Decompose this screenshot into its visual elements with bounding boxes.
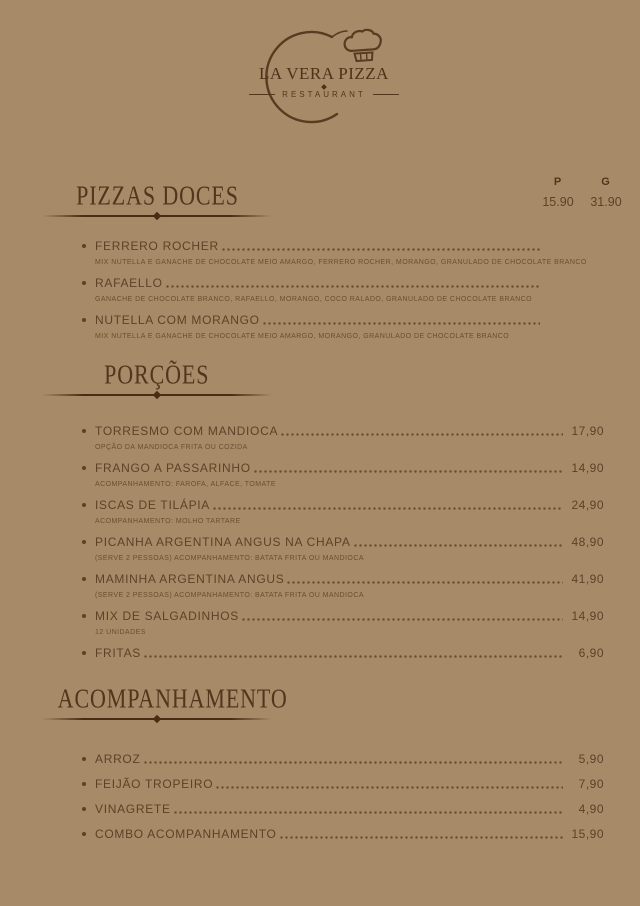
- bullet-icon: [82, 782, 86, 786]
- item-description: ACOMPANHAMENTO: FAROFA, ALFACE, TOMATE: [95, 481, 276, 488]
- divider-diamond-icon: [153, 715, 161, 723]
- bullet-icon: [82, 244, 86, 248]
- dot-leader: [174, 811, 563, 814]
- size-column-large: [582, 176, 630, 209]
- size-price-g: 31.90: [590, 195, 622, 209]
- bullet-icon: [82, 466, 86, 470]
- item-title: TORRESMO COM MANDIOCA: [95, 424, 279, 438]
- item-description: MIX NUTELLA E GANACHE DE CHOCOLATE MEIO AMARGO, FERRERO ROCHER, MORANGO, GRANULADO DE CHOCOLATE BRANCO: [95, 259, 587, 266]
- section-header: [42, 360, 272, 399]
- item-description: OPÇÃO DA MANDIOCA FRITA OU COZIDA: [95, 444, 248, 451]
- menu-item: [82, 497, 604, 526]
- menu-item: [82, 312, 604, 341]
- menu-item: [82, 534, 604, 563]
- item-title: VINAGRETE: [95, 802, 171, 816]
- menu-item: [82, 423, 604, 452]
- dot-leader: [254, 470, 563, 473]
- item-price: 48,90: [571, 535, 604, 549]
- dot-leader: [144, 761, 564, 764]
- size-label-g: G: [601, 176, 611, 188]
- dot-leader: [166, 285, 540, 288]
- pizza-size-price-header: [534, 176, 630, 209]
- size-price-p: 15.90: [542, 195, 574, 209]
- dot-leader: [354, 544, 563, 547]
- menu-item: [82, 776, 604, 792]
- section-divider: [42, 391, 272, 399]
- bullet-icon: [82, 651, 86, 655]
- item-title: FERRERO ROCHER: [95, 239, 219, 253]
- logo-subtitle-row: [224, 90, 424, 99]
- item-title: ISCAS DE TILÁPIA: [95, 498, 211, 512]
- dot-leader: [144, 655, 563, 658]
- menu-item: [82, 460, 604, 489]
- item-title: MAMINHA ARGENTINA ANGUS: [95, 572, 285, 586]
- menu-item: [82, 826, 604, 842]
- restaurant-logo: [224, 28, 424, 124]
- bullet-icon: [82, 614, 86, 618]
- item-description: GANACHE DE CHOCOLATE BRANCO, RAFAELLO, MORANGO, COCO RALADO, GRANULADO DE CHOCOLATE BRANCO: [95, 296, 532, 303]
- bullet-icon: [82, 540, 86, 544]
- item-title: ARROZ: [95, 752, 141, 766]
- item-price: 41,90: [571, 572, 604, 586]
- section-title: ACOMPANHAMENTO: [57, 684, 288, 715]
- bullet-icon: [82, 503, 86, 507]
- bullet-icon: [82, 429, 86, 433]
- item-price: 5,90: [578, 752, 604, 766]
- item-description: (SERVE 2 PESSOAS) ACOMPANHAMENTO: BATATA FRITA OU MANDIOCA: [95, 555, 364, 562]
- item-price: 14,90: [571, 461, 604, 475]
- menu-item: [82, 801, 604, 817]
- menu-item: [82, 571, 604, 600]
- bullet-icon: [82, 757, 86, 761]
- item-price: 14,90: [571, 609, 604, 623]
- restaurant-name: LA VERA PIZZA: [259, 64, 389, 83]
- item-title: NUTELLA COM MORANGO: [95, 313, 260, 327]
- section-acompanhamento: [0, 684, 640, 842]
- item-price: 4,90: [578, 802, 604, 816]
- dot-leader: [213, 507, 563, 510]
- divider-diamond-icon: [153, 212, 161, 220]
- menu-item: [82, 645, 604, 661]
- item-price: 17,90: [571, 424, 604, 438]
- porcoes-list: [0, 423, 640, 661]
- menu-item: [82, 751, 604, 767]
- item-description: MIX NUTELLA E GANACHE DE CHOCOLATE MEIO AMARGO, MORANGO, GRANULADO DE CHOCOLATE BRANCO: [95, 333, 510, 340]
- bullet-icon: [82, 832, 86, 836]
- logo-rule-right: [373, 94, 399, 95]
- section-header: [42, 181, 272, 220]
- dot-leader: [287, 581, 563, 584]
- item-price: 7,90: [578, 777, 604, 791]
- item-title: PICANHA ARGENTINA ANGUS NA CHAPA: [95, 535, 351, 549]
- section-title: PIZZAS DOCES: [75, 181, 239, 212]
- item-description: 12 UNIDADES: [95, 629, 146, 636]
- section-title: PORÇÕES: [104, 360, 210, 391]
- dot-leader: [216, 786, 563, 789]
- acompanhamento-list: [0, 751, 640, 842]
- item-price: 24,90: [571, 498, 604, 512]
- item-title: FRANGO A PASSARINHO: [95, 461, 251, 475]
- item-title: RAFAELLO: [95, 276, 163, 290]
- item-title: MIX DE SALGADINHOS: [95, 609, 239, 623]
- bullet-icon: [82, 318, 86, 322]
- divider-diamond-icon: [153, 391, 161, 399]
- item-description: (SERVE 2 PESSOAS) ACOMPANHAMENTO: BATATA FRITA OU MANDIOCA: [95, 592, 364, 599]
- item-title: FRITAS: [95, 646, 141, 660]
- section-divider: [42, 212, 272, 220]
- section-header: [42, 684, 288, 723]
- dot-leader: [222, 248, 540, 251]
- item-price: 15,90: [571, 827, 604, 841]
- item-description: ACOMPANHAMENTO: MOLHO TARTARE: [95, 518, 241, 525]
- section-divider: [42, 715, 272, 723]
- dot-leader: [280, 836, 563, 839]
- dot-leader: [242, 618, 563, 621]
- logo-rule-left: [249, 94, 275, 95]
- bullet-icon: [82, 577, 86, 581]
- pizzas-doces-list: [0, 238, 640, 341]
- chef-hat-icon: [341, 27, 387, 66]
- size-label-p: P: [553, 176, 563, 188]
- restaurant-subtitle: RESTAURANT: [282, 90, 366, 99]
- item-title: FEIJÃO TROPEIRO: [95, 777, 214, 791]
- menu-item: [82, 275, 604, 304]
- menu-item: [82, 608, 604, 637]
- size-column-small: [534, 176, 582, 209]
- dot-leader: [263, 322, 540, 325]
- section-porcoes: [0, 360, 640, 661]
- item-title: COMBO ACOMPANHAMENTO: [95, 827, 277, 841]
- bullet-icon: [82, 807, 86, 811]
- dot-leader: [281, 433, 563, 436]
- bullet-icon: [82, 281, 86, 285]
- item-price: 6,90: [578, 646, 604, 660]
- menu-item: [82, 238, 604, 267]
